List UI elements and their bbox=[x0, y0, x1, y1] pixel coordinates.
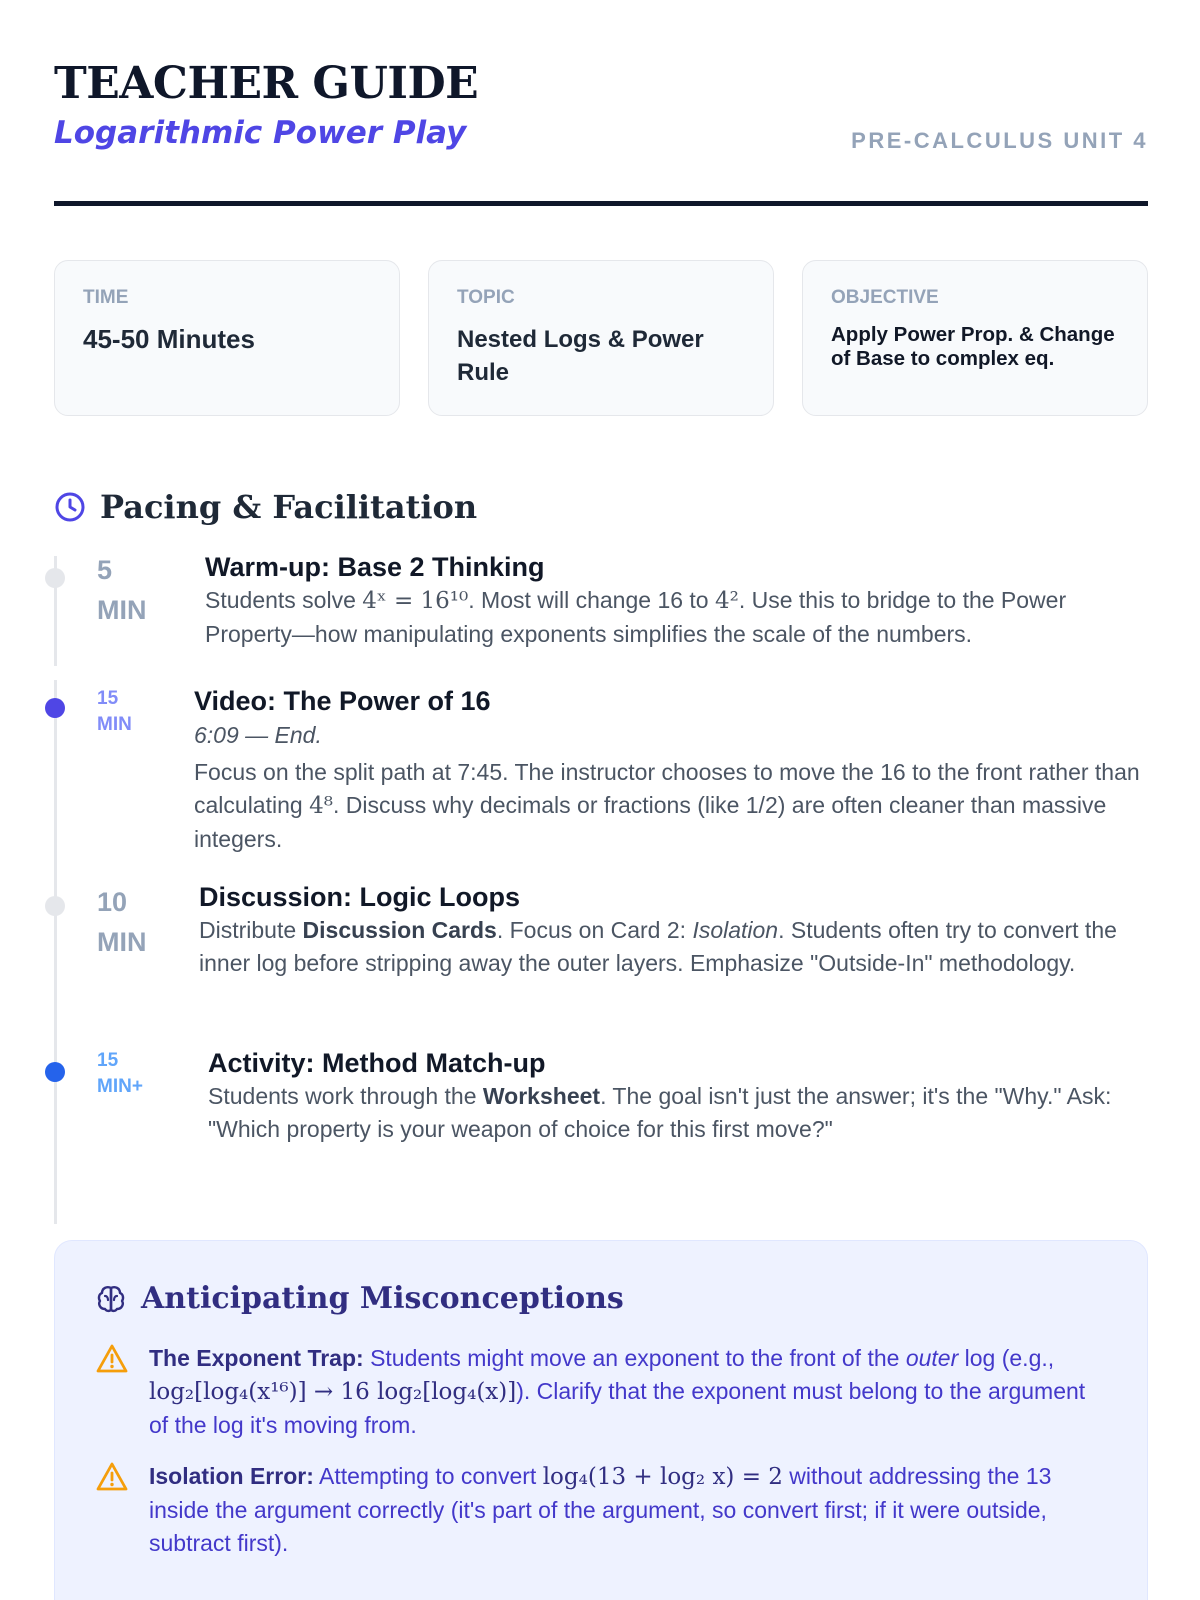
topic-card bbox=[428, 260, 774, 416]
misconceptions-title: Anticipating Misconceptions bbox=[141, 1281, 624, 1316]
step-title: Warm-up: Base 2 Thinking bbox=[205, 552, 545, 582]
step-time: 15 MIN bbox=[97, 688, 132, 735]
step-time: 10 MIN bbox=[97, 887, 147, 957]
card-value: 45-50 Minutes bbox=[83, 324, 255, 354]
timeline-dot bbox=[45, 896, 65, 916]
misconception-label: The Exponent Trap: bbox=[149, 1345, 364, 1371]
info-cards bbox=[54, 260, 1148, 416]
timeline-dot bbox=[45, 698, 65, 718]
time-card bbox=[54, 260, 400, 416]
step-time: 15 MIN+ bbox=[97, 1050, 143, 1097]
clock-icon bbox=[54, 491, 86, 523]
math-expression: log₄(13 + log₂ x) = 2 bbox=[542, 1464, 783, 1490]
step-body: Distribute Discussion Cards. Focus on Card 2: Isolation. Students often try to convert the inner log before stripping away the outer layers. Emphasize "Outside-In" methodology. bbox=[199, 917, 1117, 976]
unit-label: PRE-CALCULUS UNIT 4 bbox=[851, 128, 1148, 153]
bold-term: Discussion Cards bbox=[302, 917, 497, 943]
misconception-item bbox=[95, 1342, 1107, 1442]
math-expression: 4ˣ = 16¹⁰ bbox=[362, 588, 469, 614]
italic-term: Isolation bbox=[692, 917, 779, 943]
page-title: TEACHER GUIDE bbox=[54, 58, 479, 109]
step-body: Students solve 4ˣ = 16¹⁰. Most will change 16 to 4². Use this to bridge to the Power Property—how manipulating exponents simplifies the scale of the numbers. bbox=[205, 587, 1067, 647]
step-subtitle: 6:09 — End. bbox=[194, 722, 322, 748]
page-header bbox=[54, 58, 1148, 208]
step-title: Activity: Method Match-up bbox=[208, 1048, 546, 1078]
step-time: 5 MIN bbox=[97, 555, 147, 625]
misconception-text: The Exponent Trap: Students might move an exponent to the front of the outer log (e.g., log₂[log₄(x¹⁶)] → 16 log₂[log₄(x)]). Clarify that the exponent must belong to the argument of the log it's moving from. bbox=[149, 1345, 1086, 1438]
step-body: Students work through the Worksheet. The goal isn't just the answer; it's the "Why." Ask: "Which property is your weapon of choice for this first move?" bbox=[208, 1083, 1112, 1142]
page-subtitle: Logarithmic Power Play bbox=[54, 115, 467, 151]
misconceptions-heading bbox=[95, 1281, 1107, 1316]
card-value: Apply Power Prop. & Change of Base to complex eq. bbox=[831, 323, 1115, 370]
card-label: TIME bbox=[83, 287, 129, 308]
misconception-item bbox=[95, 1460, 1107, 1560]
card-label: OBJECTIVE bbox=[831, 287, 939, 308]
card-value: Nested Logs & Power Rule bbox=[457, 326, 704, 386]
step-body: Focus on the split path at 7:45. The instructor chooses to move the 16 to the front rather than calculating 4⁸. Discuss why decimals or fractions (like 1/2) are often cleaner than massive integers. bbox=[194, 759, 1140, 852]
timeline-dot bbox=[45, 568, 65, 588]
header-divider bbox=[54, 201, 1148, 206]
pacing-title: Pacing & Facilitation bbox=[100, 488, 478, 526]
step-title: Discussion: Logic Loops bbox=[199, 882, 521, 912]
card-label: TOPIC bbox=[457, 287, 515, 308]
timeline-dot bbox=[45, 1062, 65, 1082]
math-expression: 4⁸ bbox=[309, 793, 333, 819]
step-title: Video: The Power of 16 bbox=[194, 686, 491, 716]
brain-icon bbox=[95, 1283, 127, 1315]
bold-term: Worksheet bbox=[482, 1083, 601, 1109]
misconception-label: Isolation Error: bbox=[149, 1463, 314, 1489]
math-expression: 4² bbox=[714, 588, 739, 614]
warning-icon bbox=[95, 1460, 129, 1494]
math-expression: log₂[log₄(x¹⁶)] → 16 log₂[log₄(x)] bbox=[149, 1379, 517, 1405]
pacing-heading bbox=[54, 488, 477, 526]
misconceptions-panel bbox=[54, 1240, 1148, 1600]
warning-icon bbox=[95, 1342, 129, 1376]
misconception-text: Isolation Error: Attempting to convert log₄(13 + log₂ x) = 2 without addressing the 13 inside the argument correctly (it's part of the argument, so convert first; if it were outside, subtract first). bbox=[149, 1463, 1052, 1556]
objective-card bbox=[802, 260, 1148, 416]
